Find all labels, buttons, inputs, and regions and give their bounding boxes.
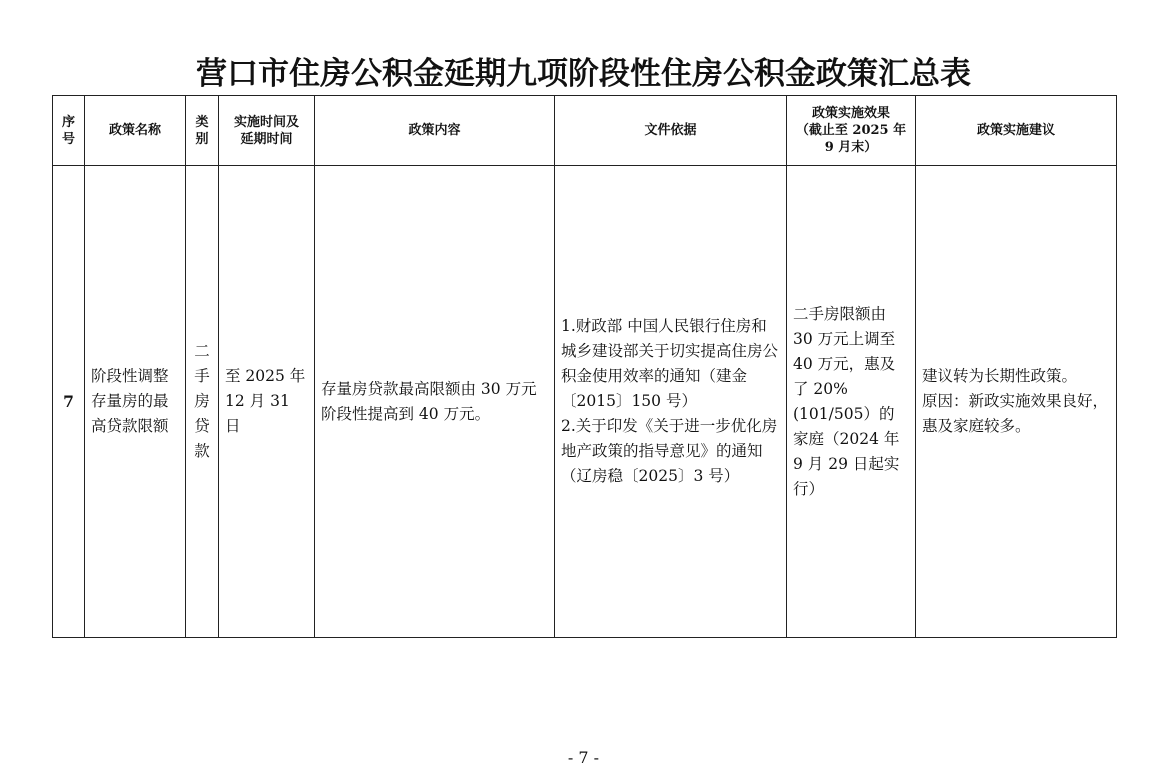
category-char: 二 — [194, 342, 210, 360]
cell-basis: 1.财政部 中国人民银行住房和城乡建设部关于切实提高住房公积金使用效率的通知（建金〔2015〕150 号） 2.关于印发《关于进一步优化房地产政策的指导意见》的通知（辽房稳〔2025〕3 号） — [555, 166, 787, 638]
cell-period: 至 2025 年 12 月 31 日 — [219, 166, 315, 638]
header-content: 政策内容 — [315, 96, 555, 166]
category-char: 款 — [194, 442, 210, 460]
header-effect: 政策实施效果 （截止至 2025 年 9 月末） — [787, 96, 916, 166]
policy-summary-table — [52, 95, 1117, 638]
cell-suggestion: 建议转为长期性政策。 原因：新政实施效果良好，惠及家庭较多。 — [916, 166, 1117, 638]
cell-seq: 7 — [53, 166, 85, 638]
header-seq: 序 号 — [53, 96, 85, 166]
header-suggestion: 政策实施建议 — [916, 96, 1117, 166]
category-char: 贷 — [194, 417, 210, 435]
header-basis: 文件依据 — [555, 96, 787, 166]
cell-policy-name: 阶段性调整存量房的最高贷款限额 — [85, 166, 186, 638]
document-title: 营口市住房公积金延期九项阶段性住房公积金政策汇总表 — [196, 56, 971, 92]
header-period: 实施时间及 延期时间 — [219, 96, 315, 166]
cell-effect: 二手房限额由 30 万元上调至 40 万元，惠及了 20%(101/505）的家庭（2024 年 9 月 29 日起实行） — [787, 166, 916, 638]
header-policy-name: 政策名称 — [85, 96, 186, 166]
header-category: 类 别 — [186, 96, 219, 166]
category-char: 房 — [194, 392, 210, 410]
page-number: - 7 - — [567, 748, 600, 767]
table-header-row — [53, 96, 1117, 166]
table-row — [53, 166, 1117, 638]
cell-category — [186, 166, 219, 638]
category-char: 手 — [194, 367, 210, 385]
cell-content: 存量房贷款最高限额由 30 万元阶段性提高到 40 万元。 — [315, 166, 555, 638]
